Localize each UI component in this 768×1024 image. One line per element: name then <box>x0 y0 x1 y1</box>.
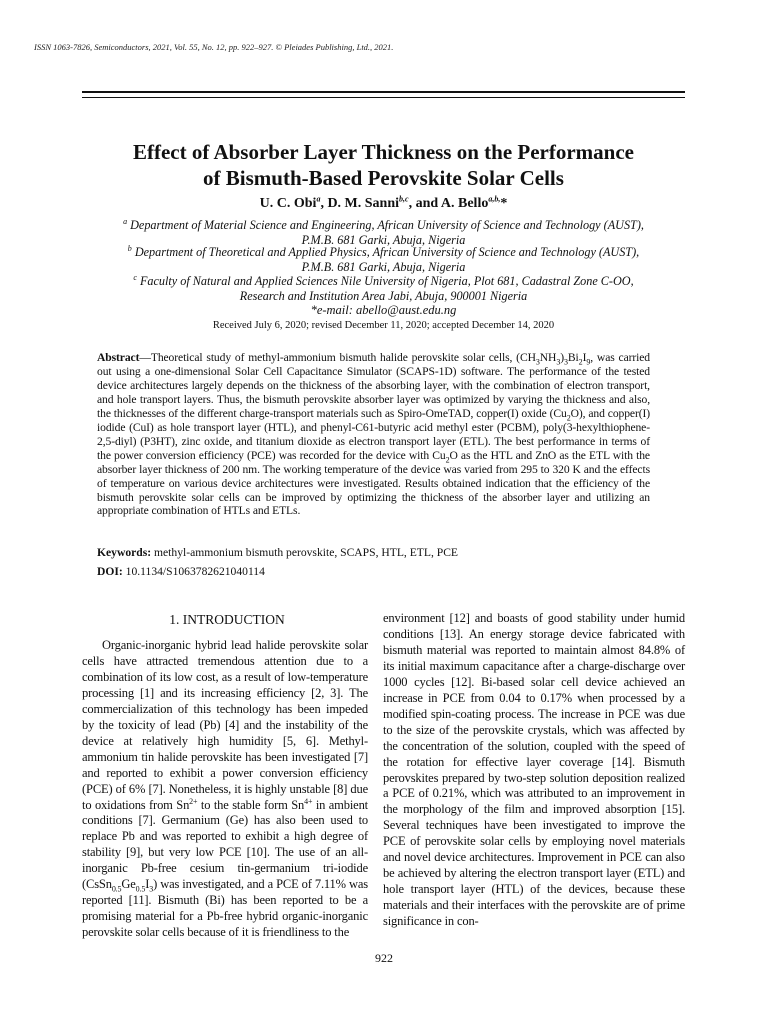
abstract <box>97 351 650 518</box>
doi-label: DOI: <box>97 565 123 578</box>
title-line-1: Effect of Absorber Layer Thickness on the Performance <box>132 140 635 164</box>
author-1-affil: a <box>316 194 321 204</box>
received-dates: Received July 6, 2020; revised December 11, 2020; accepted December 14, 2020 <box>212 320 555 331</box>
section-heading: 1. INTRODUCTION <box>169 612 285 627</box>
keywords-text: methyl-ammonium bismuth perovskite, SCAPS, HTL, ETL, PCE <box>151 546 459 559</box>
superscript: 4+ <box>304 796 313 806</box>
author-2: D. M. Sanni <box>327 196 400 211</box>
affiliation-c-mark: c <box>133 272 137 282</box>
superscript: 2+ <box>189 796 198 806</box>
subscript: 3 <box>149 884 154 894</box>
author-3-affil: a,b, <box>488 194 501 204</box>
doi-value: 10.1134/S1063782621040114 <box>122 565 265 578</box>
author-3: A. Bello <box>440 196 489 211</box>
affiliation-c-text: Faculty of Natural and Applied Sciences Nile University of Nigeria, Plot 681, Cadastral Zone C-OO, <box>136 274 634 288</box>
abstract-text: I <box>582 351 587 364</box>
affiliation-c <box>95 274 672 303</box>
author-1: U. C. Obi <box>259 196 317 211</box>
intro-paragraph-continued: environment [12] and boasts of good stability under humid conditions [13]. An energy storage device fabricated with bismuth material was reported to maintain almost 84.8% of its initial maximum capacitance after a charge-discharge over 1000 cycles [12]. Bi-based solar cell device achieved an increase in PCE from 0.04 to 0.17% when processed by a modified spin-coating process. The increase in PCE was due to the size of the perovskite crystals, which was affected by the concentration of the solution, coupled with the speed of the rotation for effective layer coverage [14]. Bismuth perovskites prepared by two-step solution deposition realized a PCE of 0.21%, which was attributed to an improvement in the morphology of the film and improved absorption [15]. Several techniques have been investigated to improve the PCE of perovskite solar cells by employing novel materials and novel device architectures. Improvement in PCE can also be achieved by altering the electron transport layer (ETL) and hole transport layer (HTL) of the devices, because these materials and their interfaces with the perovskite are of prime significance in con- <box>383 611 685 929</box>
subscript: 2 <box>578 357 583 367</box>
affiliation-a-mark: a <box>123 216 128 226</box>
right-column <box>383 611 685 930</box>
doi <box>97 565 650 578</box>
affiliation-b-address: P.M.B. 681 Garki, Abuja, Nigeria <box>301 259 466 274</box>
author-separator-2: , and <box>408 196 441 211</box>
subscript: 0.5 <box>111 884 122 894</box>
abstract-text: O), and copper(I) iodide (CuI) as hole transport layer (HTL), and phenyl-C61-butyric acid methyl ester (PCBM), poly(3-hexylthiophene-2,5-diyl) (P3HT), zinc oxide, and titanium dioxide as electron transport layer (ETL). The best performance in terms of the power conversion efficiency (PCE) was recorded for the device with Cu <box>97 406 650 462</box>
subscript: 2 <box>445 454 450 464</box>
abstract-text: Bi <box>567 351 579 364</box>
abstract-text: , was carried out using a one-dimensional Solar Cell Capacitance Simulator (SCAPS-1D) software. The performance of the tested device architectures largely depends on the thickness of the absorbing layer, with the combination of electron transport, and hole transport layers. Thus, the bismuth perovskite absorber layer was optimized by varying the thickness and also, the thicknesses of the different charge-transport materials such as Spiro-OmeTAD, copper(I) oxide (Cu <box>97 351 651 420</box>
body-text: I <box>145 877 150 892</box>
abstract-text: NH <box>539 351 557 364</box>
author-separator-1: , <box>320 196 328 211</box>
affiliation-c-address: Research and Institution Area Jabi, Abuja, 900001 Nigeria <box>239 288 528 303</box>
subscript: 0.5 <box>135 884 146 894</box>
affiliation-b-mark: b <box>127 243 132 253</box>
affiliation-a-address: P.M.B. 681 Garki, Abuja, Nigeria <box>301 232 466 247</box>
left-column <box>82 638 368 941</box>
subscript: 2 <box>566 413 571 423</box>
affiliation-a <box>95 218 672 247</box>
subscript: 3 <box>563 357 568 367</box>
intro-paragraph <box>82 638 368 941</box>
article-title <box>82 139 685 191</box>
corresponding-email: *e-mail: abello@aust.edu.ng <box>310 303 457 317</box>
subscript: 3 <box>556 357 561 367</box>
page-number: 922 <box>375 951 393 965</box>
affiliation-b <box>95 245 672 274</box>
subscript: 9 <box>586 357 591 367</box>
keywords-label: Keywords: <box>97 546 152 559</box>
header-rule-thick <box>82 91 685 93</box>
abstract-text: —Theoretical study of methyl-ammonium bismuth halide perovskite solar cells, (CH <box>139 351 536 364</box>
abstract-label: Abstract <box>97 351 140 364</box>
author-2-affil: b,c <box>399 194 409 204</box>
affiliation-b-text: Department of Theoretical and Applied Physics, African University of Science and Technology (AUST), <box>131 245 640 259</box>
subscript: 3 <box>535 357 540 367</box>
body-text: ) was investigated, and a PCE of 7.11% was reported [11]. Bismuth (Bi) has been reported to be a promising material for a Pb-free hybrid organic-inorganic perovskite solar cells because of it is friendliness to the <box>82 877 368 940</box>
journal-citation: ISSN 1063-7826, Semiconductors, 2021, Vol. 55, No. 12, pp. 922–927. © Pleiades Publishing, Ltd., 2021. <box>34 42 394 52</box>
author-list <box>82 196 685 212</box>
body-text: in ambient conditions [7]. Germanium (Ge) has also been used to replace Pb and was reported to exhibit a high degree of stability [9], but very low PCE [10]. The use of an all-inorganic Pb-free cesium tin-germanium tri-iodide (CsSn <box>82 797 368 892</box>
header-rule-thin <box>82 97 685 98</box>
keywords <box>97 546 650 559</box>
body-text: to the stable form Sn <box>197 797 305 812</box>
title-line-2: of Bismuth-Based Perovskite Solar Cells <box>203 166 564 190</box>
abstract-text: ) <box>560 351 564 364</box>
abstract-text: O as the HTL and ZnO as the ETL with the absorber layer thickness of 200 nm. The working temperature of the device was varied from 295 to 320 K and the effects of temperature on various device architectures were investigated. Results obtained indication that the efficiency of the bismuth perovskite solar cells can be improved by optimizing the thickness of the absorber layer and utilizing an appropriate combination of HTLs and ETLs. <box>97 448 650 518</box>
corresponding-mark: * <box>500 196 508 211</box>
affiliation-a-text: Department of Material Science and Engineering, African University of Science and Technology (AUST), <box>127 218 644 232</box>
body-text: Organic-inorganic hybrid lead halide perovskite solar cells have attracted tremendous attention due to a combination of its low cost, as a result of low-temperature processing [1] and its increasing efficiency [2, 3]. The commercialization of this technology has been impeded by the toxicity of lead (Pb) [4] and the instability of the device at relatively high humidity [5, 6]. Methyl-ammonium tin halide perovskite has been investigated [7] and reported to exhibit a power conversion efficiency (PCE) of 6% [7]. Nonetheless, it is highly unstable [8] due to oxidations from Sn <box>82 638 368 812</box>
body-text: Ge <box>121 877 136 892</box>
